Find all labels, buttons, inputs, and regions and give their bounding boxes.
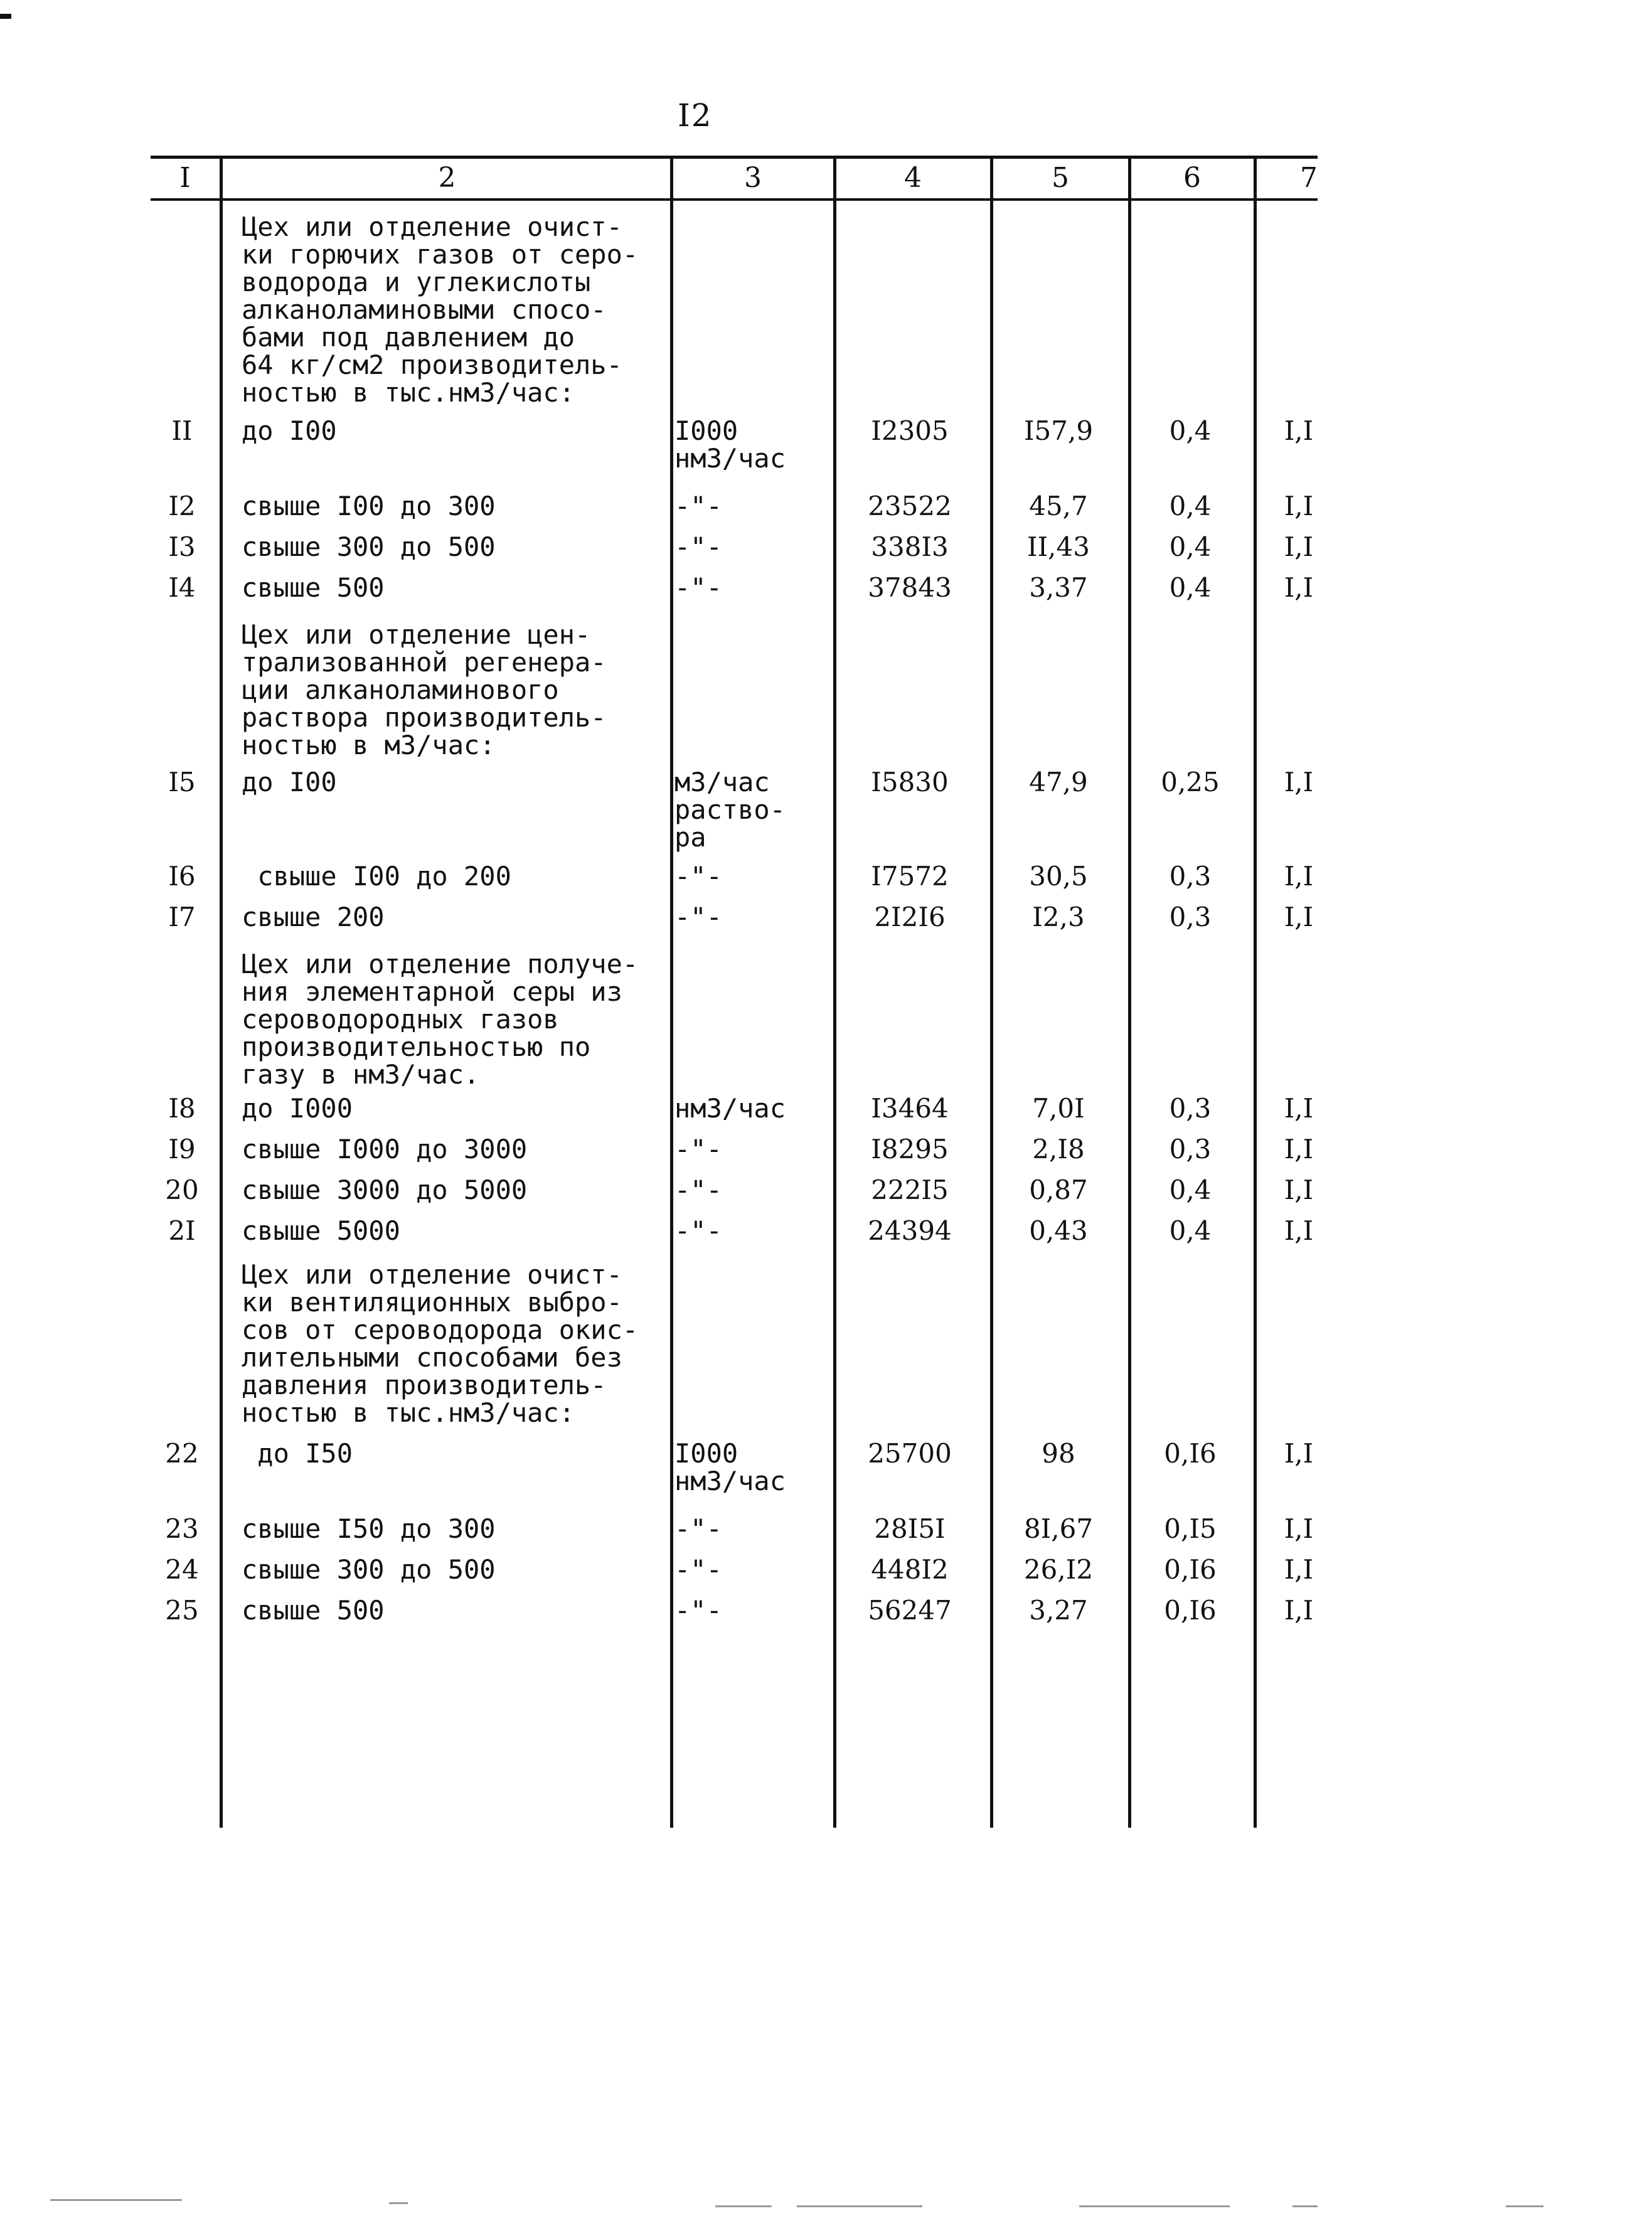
- row-value-col7: I,I: [1284, 572, 1314, 603]
- row-value-col7: I,I: [1284, 1513, 1314, 1544]
- row-value-col7: I,I: [1284, 531, 1314, 562]
- column-header-1: I: [179, 162, 191, 194]
- row-value-col6: 0,4: [1169, 531, 1212, 562]
- row-value-col6: 0,4: [1169, 1215, 1212, 1246]
- footer-scan-mark: [50, 2199, 182, 2201]
- column-header-5: 5: [1052, 162, 1069, 194]
- row-value-col7: I,I: [1284, 1554, 1314, 1585]
- table-header-rule: [151, 198, 1318, 201]
- row-value-col5: I57,9: [1023, 415, 1094, 446]
- row-range: до I00: [242, 415, 337, 446]
- row-value-col5: 26,I2: [1023, 1554, 1094, 1585]
- row-value-col5: 30,5: [1029, 861, 1088, 892]
- row-value-col4: 448I2: [871, 1554, 949, 1585]
- row-value-col4: 24394: [868, 1215, 952, 1246]
- row-number: 2I: [168, 1215, 196, 1246]
- row-value-col5: 0,87: [1029, 1175, 1088, 1205]
- row-value-col4: I2305: [871, 415, 949, 446]
- column-header-7: 7: [1300, 162, 1318, 194]
- row-value-col5: I2,3: [1032, 902, 1085, 932]
- row-value-col4: I8295: [871, 1134, 949, 1164]
- row-unit: -"-: [674, 572, 722, 603]
- footer-scan-mark: [715, 2205, 772, 2207]
- row-range: свыше 200: [242, 902, 385, 932]
- row-number: I4: [168, 572, 196, 603]
- section-title: Цех или отделение очист- ки горючих газов от серо- водорода и углекислоты алканоламиновыми спосо- бами под давлением до 64 кг/см2 производитель- ностью в тыс.нм3/час:: [242, 211, 639, 408]
- footer-scan-mark: [389, 2202, 408, 2204]
- row-number: I5: [168, 767, 196, 797]
- row-range: свыше I00 до 300: [242, 491, 496, 521]
- row-value-col7: I,I: [1284, 902, 1314, 932]
- row-range: свыше 300 до 500: [242, 531, 496, 562]
- row-number: I9: [168, 1134, 196, 1164]
- row-value-col4: 23522: [868, 491, 952, 521]
- row-value-col7: I,I: [1284, 1175, 1314, 1205]
- row-value-col7: I,I: [1284, 1215, 1314, 1246]
- row-value-col6: 0,3: [1169, 902, 1212, 932]
- row-unit: -"-: [674, 491, 722, 521]
- row-number: I3: [168, 531, 196, 562]
- row-value-col5: 45,7: [1029, 491, 1088, 521]
- row-value-col7: I,I: [1284, 415, 1314, 446]
- section-title: Цех или отделение получе- ния элементарной серы из сероводородных газов производительностью по газу в нм3/час.: [242, 949, 639, 1090]
- row-value-col7: I,I: [1284, 861, 1314, 892]
- row-unit: -"-: [674, 1134, 722, 1164]
- row-value-col4: I3464: [871, 1093, 949, 1124]
- row-range: свыше I00 до 200: [242, 861, 511, 892]
- row-unit: м3/час раство- ра: [674, 767, 786, 853]
- row-range: свыше 500: [242, 572, 385, 603]
- row-value-col4: 222I5: [871, 1175, 949, 1205]
- row-value-col5: 7,0I: [1032, 1093, 1085, 1124]
- row-value-col4: I5830: [871, 767, 949, 797]
- row-range: свыше I50 до 300: [242, 1513, 496, 1544]
- row-value-col4: 56247: [868, 1595, 952, 1626]
- section-title: Цех или отделение очист- ки вентиляционных выбро- сов от сероводорода окис- лительными способами без давления производитель- ностью в тыс.нм3/час:: [242, 1259, 639, 1428]
- row-unit: нм3/час: [674, 1093, 786, 1124]
- row-value-col5: 3,37: [1029, 572, 1088, 603]
- row-number: 25: [165, 1595, 199, 1626]
- row-value-col6: 0,4: [1169, 572, 1212, 603]
- row-value-col5: 0,43: [1029, 1215, 1088, 1246]
- footer-scan-mark: [1079, 2205, 1230, 2207]
- row-value-col7: I,I: [1284, 1595, 1314, 1626]
- row-value-col6: 0,4: [1169, 491, 1212, 521]
- column-header-4: 4: [904, 162, 922, 194]
- row-value-col7: I,I: [1284, 1134, 1314, 1164]
- table-top-rule: [151, 156, 1318, 159]
- row-unit: -"-: [674, 861, 722, 892]
- row-unit: -"-: [674, 531, 722, 562]
- row-value-col4: 338I3: [871, 531, 949, 562]
- row-unit: -"-: [674, 902, 722, 932]
- row-value-col4: 2I2I6: [874, 902, 946, 932]
- row-range: свыше 5000: [242, 1215, 400, 1246]
- row-value-col6: 0,25: [1161, 767, 1220, 797]
- row-range: свыше I000 до 3000: [242, 1134, 528, 1164]
- footer-scan-mark: [797, 2205, 922, 2207]
- row-value-col7: I,I: [1284, 767, 1314, 797]
- column-rule-1: [220, 159, 223, 1828]
- page-number: I2: [678, 97, 713, 134]
- row-value-col7: I,I: [1284, 1438, 1314, 1469]
- row-number: 20: [165, 1175, 199, 1205]
- row-number: 23: [165, 1513, 199, 1544]
- row-range: до I000: [242, 1093, 353, 1124]
- row-value-col6: 0,I5: [1164, 1513, 1217, 1544]
- row-number: 22: [165, 1438, 199, 1469]
- row-value-col5: 2,I8: [1032, 1134, 1085, 1164]
- row-number: 24: [165, 1554, 199, 1585]
- row-value-col5: 3,27: [1029, 1595, 1088, 1626]
- row-value-col4: 28I5I: [874, 1513, 946, 1544]
- column-header-2: 2: [438, 162, 456, 194]
- row-range: до I00: [242, 767, 337, 797]
- row-number: I7: [168, 902, 196, 932]
- row-unit: -"-: [674, 1175, 722, 1205]
- row-value-col6: 0,3: [1169, 1093, 1212, 1124]
- row-range: свыше 3000 до 5000: [242, 1175, 528, 1205]
- footer-scan-mark: [1292, 2205, 1318, 2207]
- row-value-col5: II,43: [1027, 531, 1090, 562]
- row-value-col4: 25700: [868, 1438, 952, 1469]
- row-value-col6: 0,I6: [1164, 1554, 1217, 1585]
- row-range: до I50: [242, 1438, 353, 1469]
- row-number: I8: [168, 1093, 196, 1124]
- row-unit: I000 нм3/час: [674, 1438, 786, 1496]
- column-header-3: 3: [744, 162, 762, 194]
- section-title: Цех или отделение цен- трализованной регенера- ции алканоламинового раствора производитель- ностью в м3/час:: [242, 619, 607, 760]
- row-value-col6: 0,3: [1169, 861, 1212, 892]
- row-value-col5: 47,9: [1029, 767, 1088, 797]
- row-value-col5: 98: [1042, 1438, 1075, 1469]
- footer-scan-mark: [1506, 2205, 1543, 2207]
- row-value-col5: 8I,67: [1023, 1513, 1094, 1544]
- row-value-col6: 0,I6: [1164, 1438, 1217, 1469]
- row-number: I2: [168, 491, 196, 521]
- row-value-col4: I7572: [871, 861, 949, 892]
- row-unit: -"-: [674, 1215, 722, 1246]
- row-value-col7: I,I: [1284, 1093, 1314, 1124]
- row-value-col7: I,I: [1284, 491, 1314, 521]
- row-unit: I000 нм3/час: [674, 415, 786, 474]
- row-value-col4: 37843: [868, 572, 952, 603]
- row-number: II: [171, 415, 193, 446]
- row-range: свыше 500: [242, 1595, 385, 1626]
- row-range: свыше 300 до 500: [242, 1554, 496, 1585]
- row-unit: -"-: [674, 1513, 722, 1544]
- row-unit: -"-: [674, 1554, 722, 1585]
- row-unit: -"-: [674, 1595, 722, 1626]
- row-value-col6: 0,I6: [1164, 1595, 1217, 1626]
- row-value-col6: 0,4: [1169, 1175, 1212, 1205]
- row-value-col6: 0,4: [1169, 415, 1212, 446]
- row-value-col6: 0,3: [1169, 1134, 1212, 1164]
- column-header-6: 6: [1183, 162, 1201, 194]
- row-number: I6: [168, 861, 196, 892]
- column-rule-6: [1254, 159, 1257, 1828]
